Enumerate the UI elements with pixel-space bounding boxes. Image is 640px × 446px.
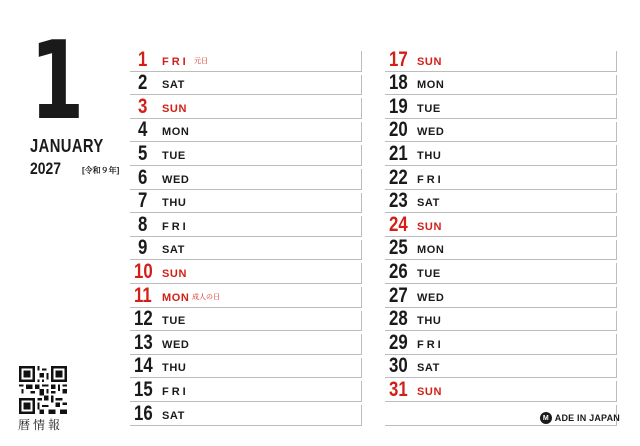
day-row (385, 260, 617, 284)
day-row (130, 378, 362, 402)
day-of-week: SAT (417, 197, 440, 210)
day-row (130, 142, 362, 166)
day-row (385, 166, 617, 190)
day-of-week: MON (417, 244, 445, 257)
day-row (130, 331, 362, 355)
day-number: 27 (389, 283, 408, 307)
day-row (385, 119, 617, 143)
day-of-week: THU (162, 197, 187, 210)
day-of-week: THU (417, 149, 442, 162)
day-row (130, 308, 362, 332)
day-number: 24 (389, 212, 408, 236)
day-number: 14 (134, 354, 153, 378)
day-of-week: SAT (162, 244, 185, 257)
day-number: 7 (138, 189, 148, 213)
day-of-week: SAT (162, 79, 185, 92)
day-of-week: WED (417, 126, 445, 139)
day-of-week: MON (417, 79, 445, 92)
day-number: 25 (389, 236, 408, 260)
holiday-name: 元日 (194, 57, 208, 65)
day-of-week: THU (162, 362, 187, 375)
month-number: 1 (30, 19, 83, 144)
day-of-week: SAT (162, 409, 185, 422)
day-row (385, 284, 617, 308)
qr-code-icon (19, 366, 67, 414)
day-of-week: THU (417, 315, 442, 328)
day-of-week: MON (162, 291, 190, 304)
day-row (130, 260, 362, 284)
day-number: 10 (134, 259, 153, 283)
day-of-week: TUE (162, 315, 186, 328)
day-row (385, 213, 617, 237)
day-number: 29 (389, 330, 408, 354)
day-number: 1 (138, 47, 148, 71)
day-number: 13 (134, 330, 153, 354)
made-in-japan-mark (540, 412, 620, 424)
day-number: 23 (389, 189, 408, 213)
day-number: 21 (389, 141, 408, 165)
day-of-week: SUN (162, 102, 188, 115)
day-number: 6 (138, 165, 148, 189)
day-of-week: MON (162, 126, 190, 139)
day-row (130, 119, 362, 143)
day-number: 16 (134, 401, 153, 425)
day-row (130, 190, 362, 214)
day-of-week: SUN (162, 267, 188, 280)
day-of-week: WED (417, 291, 445, 304)
day-row (130, 402, 362, 426)
day-of-week: TUE (417, 102, 441, 115)
day-number: 3 (138, 94, 148, 118)
day-of-week: FRI (417, 173, 444, 186)
month-name: JANUARY (30, 136, 104, 156)
day-of-week: FRI (162, 55, 189, 68)
day-row (385, 142, 617, 166)
day-number: 22 (389, 165, 408, 189)
day-number: 17 (389, 47, 408, 71)
day-of-week: SUN (417, 220, 443, 233)
day-of-week: SUN (417, 385, 443, 398)
day-number: 19 (389, 94, 408, 118)
day-row (385, 308, 617, 332)
day-list-right (385, 48, 617, 426)
day-of-week: WED (162, 173, 190, 186)
day-number: 28 (389, 307, 408, 331)
day-number: 9 (138, 236, 148, 260)
day-of-week: FRI (162, 385, 189, 398)
day-list-left (130, 48, 362, 426)
made-in-japan-text: ADE IN JAPAN (554, 413, 620, 423)
day-number: 8 (138, 212, 148, 236)
year-row (30, 159, 120, 179)
day-of-week: FRI (417, 338, 444, 351)
qr-label: 暦情報 (18, 418, 64, 432)
day-row (130, 48, 362, 72)
day-of-week: TUE (162, 149, 186, 162)
day-number: 4 (138, 118, 148, 142)
day-number: 31 (389, 377, 408, 401)
day-number: 20 (389, 118, 408, 142)
day-of-week: SUN (417, 55, 443, 68)
day-number: 5 (138, 141, 148, 165)
day-row (385, 331, 617, 355)
day-row (385, 237, 617, 261)
made-in-japan-logo-icon: M (540, 412, 552, 424)
day-of-week: TUE (417, 267, 441, 280)
day-row (130, 95, 362, 119)
day-row (130, 72, 362, 96)
day-row (385, 48, 617, 72)
era-label: [令和９年] (82, 166, 120, 175)
day-row (130, 213, 362, 237)
day-number: 30 (389, 354, 408, 378)
day-row (385, 95, 617, 119)
day-row (130, 284, 362, 308)
day-row (385, 355, 617, 379)
day-of-week: WED (162, 338, 190, 351)
day-row (130, 237, 362, 261)
day-number: 18 (389, 71, 408, 95)
day-of-week: SAT (417, 362, 440, 375)
day-number: 2 (138, 71, 148, 95)
day-number: 26 (389, 259, 408, 283)
year: 2027 (30, 159, 62, 178)
day-number: 11 (134, 283, 152, 307)
day-row (385, 190, 617, 214)
day-row (130, 166, 362, 190)
day-row (385, 378, 617, 402)
day-row (385, 72, 617, 96)
day-of-week: FRI (162, 220, 189, 233)
holiday-name: 成人の日 (192, 293, 220, 301)
day-row (130, 355, 362, 379)
day-number: 15 (134, 377, 153, 401)
day-number: 12 (134, 307, 153, 331)
